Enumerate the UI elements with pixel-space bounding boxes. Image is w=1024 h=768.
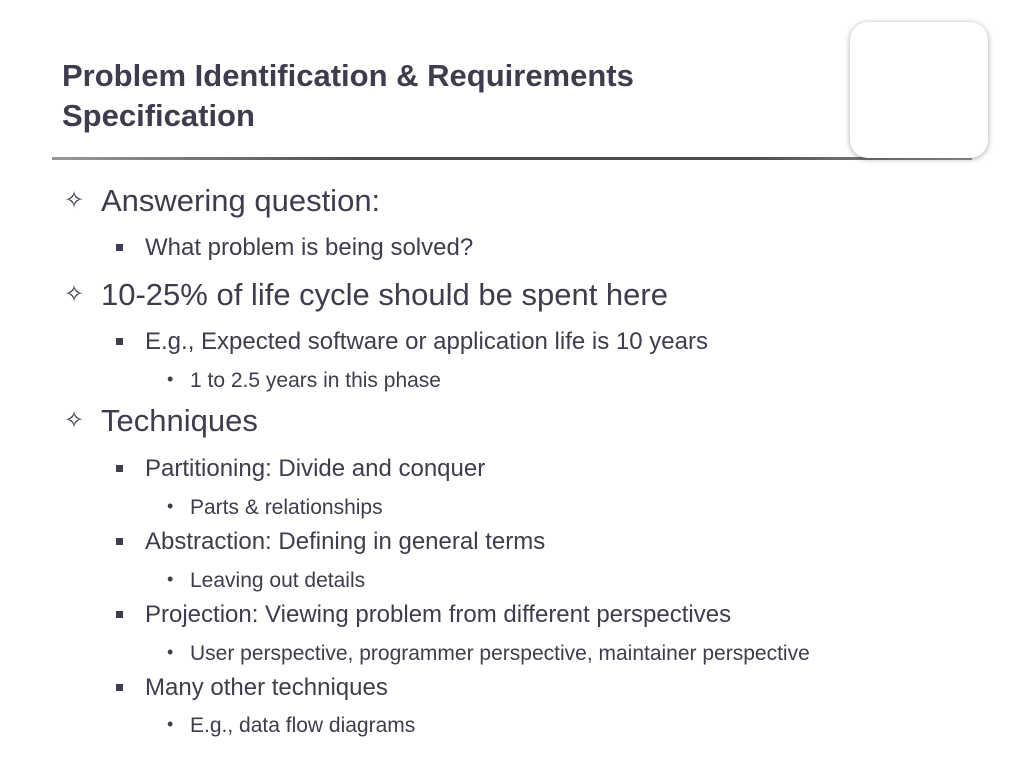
bullet-l2-partitioning: Partitioning: Divide and conquer (145, 455, 486, 482)
square-bullet-icon (116, 538, 123, 545)
slide-title: Problem Identification & Requirements Specification (62, 58, 634, 133)
bullet-l3-years-phase: 1 to 2.5 years in this phase (190, 369, 441, 392)
bullet-l2-expected-life: E.g., Expected software or application life is 10 years (145, 328, 708, 355)
round-bullet-icon: • (167, 569, 174, 589)
star-bullet-icon: ✧ (64, 186, 85, 214)
round-bullet-icon: • (167, 642, 174, 662)
bullet-l3-leaving-out: Leaving out details (190, 569, 366, 592)
bullet-l3-perspectives: User perspective, programmer perspective, maintainer perspective (190, 642, 810, 665)
bullet-l2-projection: Projection: Viewing problem from different perspectives (145, 601, 732, 628)
bullet-l1-techniques: Techniques (101, 403, 258, 438)
star-bullet-icon: ✧ (64, 406, 85, 434)
square-bullet-icon (116, 684, 123, 691)
bullet-l1-answering-question: Answering question: (101, 183, 381, 218)
bullet-l3-parts: Parts & relationships (190, 496, 383, 519)
bullet-l2-many-other: Many other techniques (145, 674, 388, 701)
bullet-l2-what-problem: What problem is being solved? (145, 234, 474, 261)
bullet-l3-data-flow: E.g., data flow diagrams (190, 714, 416, 737)
round-bullet-icon: • (167, 496, 174, 516)
bullet-l2-abstraction: Abstraction: Defining in general terms (145, 528, 546, 555)
star-bullet-icon: ✧ (64, 280, 85, 308)
bullet-l1-life-cycle: 10-25% of life cycle should be spent here (101, 277, 668, 312)
round-bullet-icon: • (167, 369, 174, 389)
square-bullet-icon (116, 465, 123, 472)
square-bullet-icon (116, 611, 123, 618)
square-bullet-icon (116, 244, 123, 251)
round-bullet-icon: • (167, 714, 174, 734)
square-bullet-icon (116, 338, 123, 345)
